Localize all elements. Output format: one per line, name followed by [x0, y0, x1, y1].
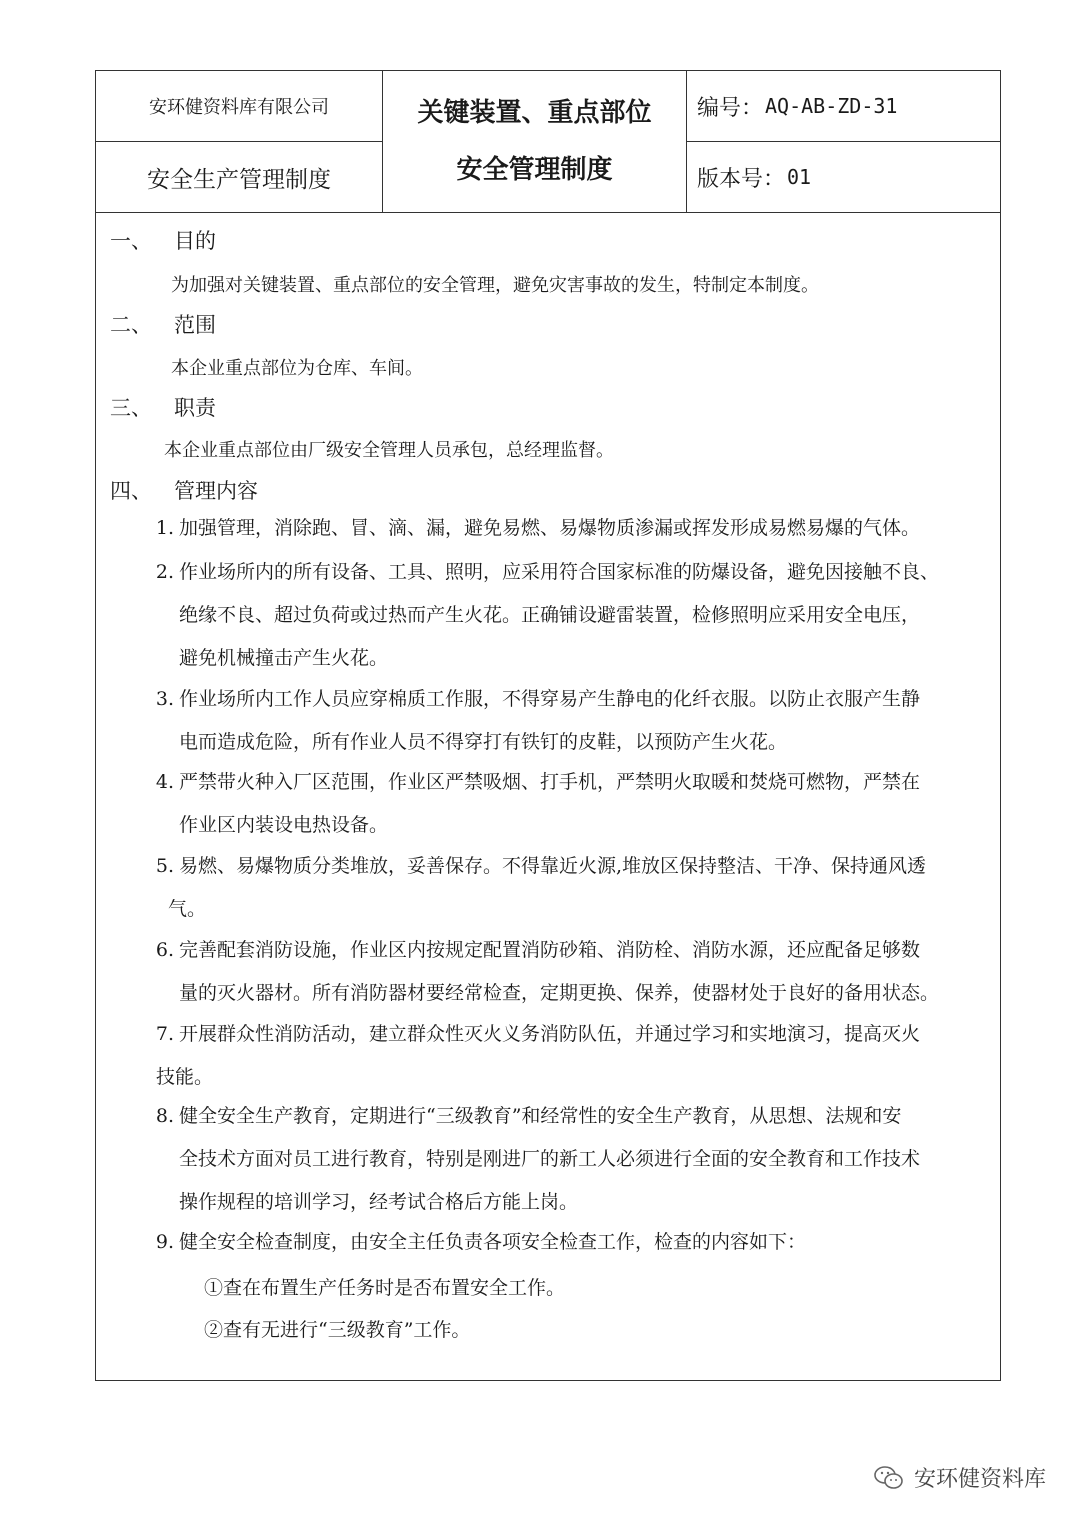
- sub-item: ②查有无进行“三级教育”工作。: [204, 1319, 471, 1341]
- wechat-icon: [874, 1465, 904, 1491]
- section-number: 一、: [110, 229, 152, 253]
- section-number: 二、: [110, 313, 152, 337]
- item-line: 技能。: [156, 1066, 214, 1088]
- item-line: 量的灭火器材。所有消防器材要经常检查，定期更换、保养，使器材处于良好的备用状态。: [179, 982, 940, 1004]
- system-name: 安全生产管理制度: [147, 166, 331, 193]
- section-number: 四、: [110, 479, 152, 503]
- watermark-text: 安环健资料库: [913, 1467, 1046, 1492]
- list-item: [146, 929, 992, 1015]
- company-name: 安环健资料库有限公司: [149, 97, 329, 118]
- version-value: 01: [787, 165, 812, 189]
- list-item: [146, 1013, 992, 1099]
- list-item: [146, 507, 992, 550]
- item-number: 3.: [155, 688, 174, 710]
- item-number: 5.: [155, 855, 174, 877]
- item-line: 开展群众性消防活动，建立群众性灭火义务消防队伍，并通过学习和实地演习，提高灭火: [179, 1023, 921, 1045]
- list-item: [146, 1095, 992, 1224]
- item-number: 2.: [155, 561, 174, 583]
- section-heading: [110, 392, 216, 422]
- document-title: [383, 71, 686, 212]
- watermark: [874, 1462, 1046, 1493]
- section-text: 本企业重点部位由厂级安全管理人员承包，总经理监督。: [164, 440, 614, 461]
- section-title: 范围: [174, 313, 216, 337]
- list-item: [146, 845, 992, 931]
- item-number: 9.: [155, 1231, 174, 1253]
- document-version: [687, 142, 1000, 212]
- section-title: 目的: [174, 229, 216, 253]
- item-line: 作业场所内的所有设备、工具、照明，应采用符合国家标准的防爆设备，避免因接触不良、: [179, 561, 940, 583]
- section-heading: [110, 309, 216, 339]
- section-title: 职责: [174, 396, 216, 420]
- item-line: 电而造成危险，所有作业人员不得穿打有铁钉的皮鞋，以预防产生火花。: [179, 731, 788, 753]
- list-item: [146, 551, 992, 680]
- title-line-1: 关键装置、重点部位: [417, 97, 652, 128]
- item-line: 绝缘不良、超过负荷或过热而产生火花。正确铺设避雷装置，检修照明应采用安全电压，: [179, 604, 921, 626]
- item-number: 1.: [155, 517, 174, 539]
- item-line: 作业区内装设电热设备。: [179, 814, 389, 836]
- item-line: 气。: [168, 898, 207, 920]
- section-number: 三、: [110, 396, 152, 420]
- title-line-2: 安全管理制度: [456, 154, 613, 185]
- item-line: 加强管理，消除跑、冒、滴、漏，避免易燃、易爆物质渗漏或挥发形成易燃易爆的气体。: [179, 517, 921, 539]
- version-label: 版本号：: [697, 166, 786, 192]
- section-heading: [110, 225, 216, 255]
- list-item: [146, 678, 992, 764]
- item-line: 严禁带火种入厂区范围，作业区严禁吸烟、打手机，严禁明火取暖和焚烧可燃物，严禁在: [179, 771, 921, 793]
- section-text: 本企业重点部位为仓库、车间。: [171, 358, 423, 379]
- section-heading: [110, 475, 258, 505]
- item-line: 作业场所内工作人员应穿棉质工作服，不得穿易产生静电的化纤衣服。以防止衣服产生静: [179, 688, 921, 710]
- item-line: 操作规程的培训学习，经考试合格后方能上岗。: [179, 1191, 579, 1213]
- list-item: [146, 1221, 992, 1264]
- item-number: 8.: [155, 1105, 174, 1127]
- item-number: 4.: [155, 771, 174, 793]
- item-line: 健全安全检查制度，由安全主任负责各项安全检查工作，检查的内容如下：: [179, 1231, 807, 1253]
- document-header: [96, 71, 1000, 213]
- item-line: 完善配套消防设施，作业区内按规定配置消防砂箱、消防栓、消防水源，还应配备足够数: [179, 939, 921, 961]
- code-label: 编号：: [697, 95, 764, 121]
- sub-item: ①查在布置生产任务时是否布置安全工作。: [204, 1277, 566, 1299]
- item-line: 易燃、易爆物质分类堆放，妥善保存。不得靠近火源,堆放区保持整洁、干净、保持通风透: [179, 855, 927, 877]
- item-line: 全技术方面对员工进行教育，特别是刚进厂的新工人必须进行全面的安全教育和工作技术: [179, 1148, 921, 1170]
- item-line: 健全安全生产教育，定期进行“三级教育”和经常性的安全生产教育，从思想、法规和安: [179, 1105, 902, 1127]
- code-value: AQ-AB-ZD-31: [765, 94, 898, 118]
- item-number: 7.: [155, 1023, 174, 1045]
- section-title: 管理内容: [174, 479, 258, 503]
- document-code: [687, 71, 1000, 141]
- item-number: 6.: [155, 939, 174, 961]
- section-text: 为加强对关键装置、重点部位的安全管理，避免灾害事故的发生，特制定本制度。: [171, 275, 819, 296]
- list-item: [146, 761, 992, 847]
- item-line: 避免机械撞击产生火花。: [179, 647, 389, 669]
- document-frame: [95, 70, 1001, 1381]
